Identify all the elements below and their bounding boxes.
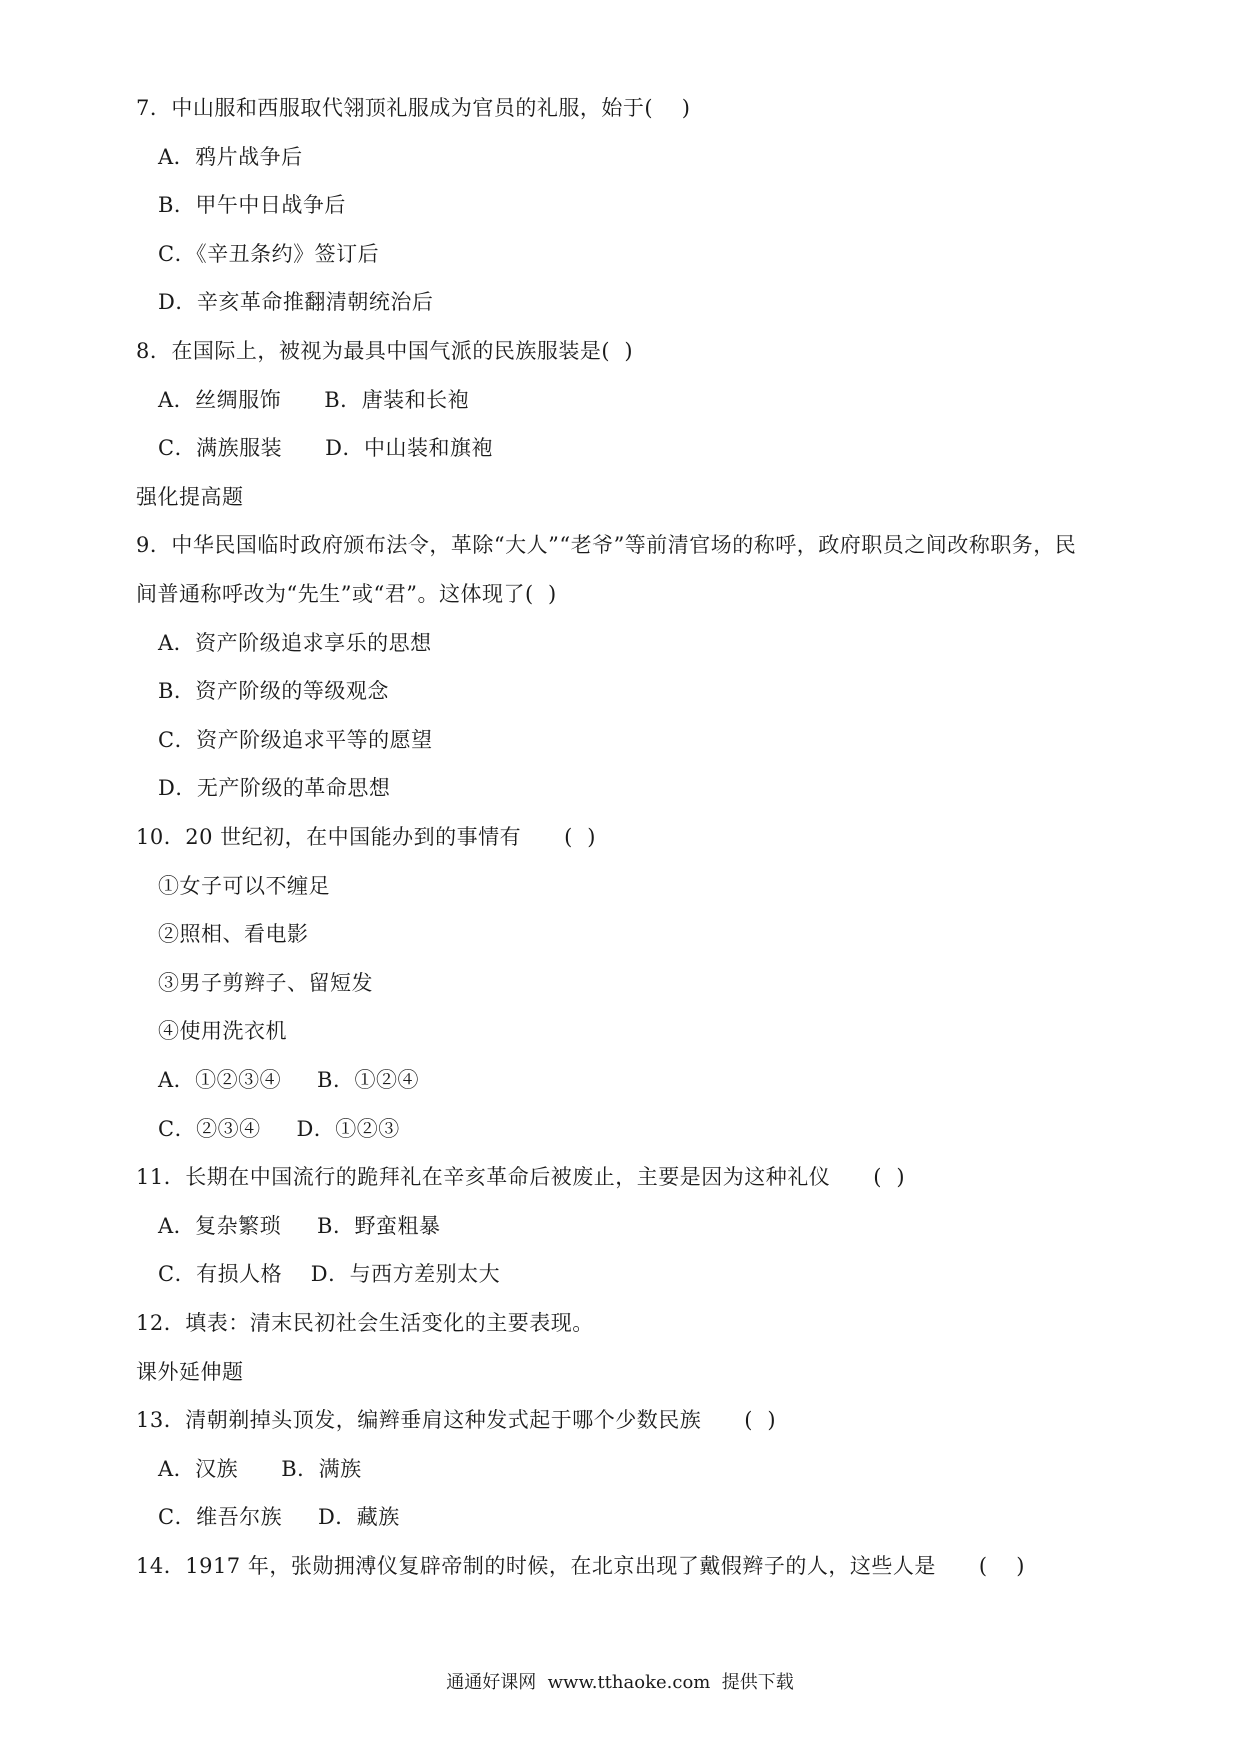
question-line: 14．1917 年，张勋拥溥仪复辟帝制的时候，在北京出现了戴假辫子的人，这些人是 ( ) xyxy=(136,1554,1025,1578)
answer-option: A．鸦片战争后 xyxy=(158,144,303,169)
answer-option: B．甲午中日战争后 xyxy=(158,193,346,218)
answer-option: D．无产阶级的革命思想 xyxy=(158,776,391,801)
question-line: 间普通称呼改为“先生”或“君”。这体现了( ) xyxy=(136,582,557,606)
answer-option: A．资产阶级追求享乐的思想 xyxy=(158,630,432,655)
answer-option: C．满族服装 D．中山装和旗袍 xyxy=(158,436,493,461)
answer-option: C．有损人格 D．与西方差别太大 xyxy=(158,1262,501,1287)
answer-option: C．《辛丑条约》签订后 xyxy=(158,241,380,266)
answer-option: C．②③④ D．①②③ xyxy=(158,1116,400,1141)
answer-option: ④使用洗衣机 xyxy=(158,1019,287,1044)
question-line: 13．清朝剃掉头顶发，编辫垂肩这种发式起于哪个少数民族 ( ) xyxy=(136,1408,777,1433)
answer-option: ③男子剪辫子、留短发 xyxy=(158,970,373,995)
answer-option: B．资产阶级的等级观念 xyxy=(158,679,389,704)
section-heading: 强化提高题 xyxy=(136,484,244,509)
page-footer: 通通好课网 www.tthaoke.com 提供下载 xyxy=(446,1672,794,1693)
answer-option: A．复杂繁琐 B．野蛮粗暴 xyxy=(158,1213,441,1238)
answer-option: ①女子可以不缠足 xyxy=(158,873,330,898)
answer-option: A．丝绸服饰 B．唐装和长袍 xyxy=(158,387,470,412)
answer-option: D．辛亥革命推翻清朝统治后 xyxy=(158,290,434,315)
answer-option: C．维吾尔族 D．藏族 xyxy=(158,1505,400,1530)
question-line: 9．中华民国临时政府颁布法令，革除“大人”“老爷”等前清官场的称呼，政府职员之间改称职务，民 xyxy=(136,533,1077,558)
answer-option: A．汉族 B．满族 xyxy=(158,1456,362,1481)
section-heading: 课外延伸题 xyxy=(136,1359,244,1384)
answer-option: C．资产阶级追求平等的愿望 xyxy=(158,727,433,752)
question-line: 10．20 世纪初，在中国能办到的事情有 ( ) xyxy=(136,825,596,849)
question-line: 11．长期在中国流行的跪拜礼在辛亥革命后被废止，主要是因为这种礼仪 ( ) xyxy=(136,1165,906,1190)
question-line: 7．中山服和西服取代翎顶礼服成为官员的礼服，始于( ) xyxy=(136,96,691,120)
question-line: 8．在国际上，被视为最具中国气派的民族服装是( ) xyxy=(136,339,634,363)
answer-option: A．①②③④ B．①②④ xyxy=(158,1068,419,1092)
question-line: 12．填表：清末民初社会生活变化的主要表现。 xyxy=(136,1311,594,1335)
answer-option: ②照相、看电影 xyxy=(158,922,309,947)
